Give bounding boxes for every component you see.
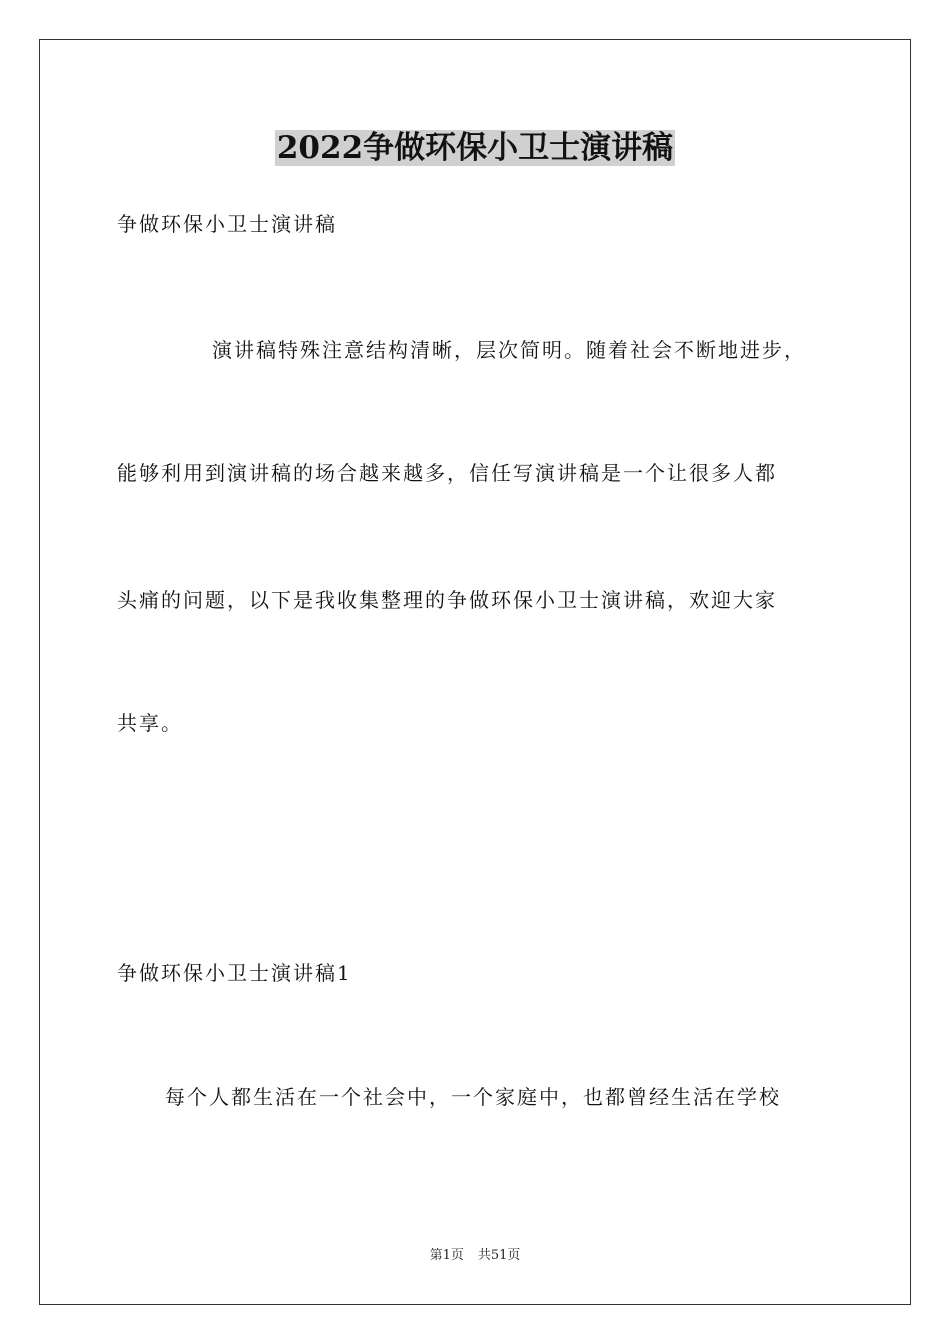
page-total: 共51页 bbox=[477, 1248, 521, 1263]
document-title bbox=[0, 126, 950, 170]
section-heading-1: 争做环保小卫士演讲稿1 bbox=[117, 961, 352, 985]
page-footer bbox=[0, 1246, 950, 1266]
paragraph-line-3: 头痛的问题，以下是我收集整理的争做环保小卫士演讲稿，欢迎大家 bbox=[117, 588, 777, 612]
page-current: 第1页 bbox=[429, 1248, 464, 1263]
paragraph-line-2: 能够利用到演讲稿的场合越来越多，信任写演讲稿是一个让很多人都 bbox=[117, 461, 777, 485]
paragraph-line-4: 共享。 bbox=[117, 711, 183, 735]
subtitle-line: 争做环保小卫士演讲稿 bbox=[117, 212, 337, 236]
paragraph-line-1: 演讲稿特殊注意结构清晰，层次简明。随着社会不断地进步， bbox=[212, 338, 806, 362]
document-title-text: 2022争做环保小卫士演讲稿 bbox=[276, 130, 674, 166]
paragraph-line-5: 每个人都生活在一个社会中，一个家庭中，也都曾经生活在学校 bbox=[165, 1085, 781, 1109]
